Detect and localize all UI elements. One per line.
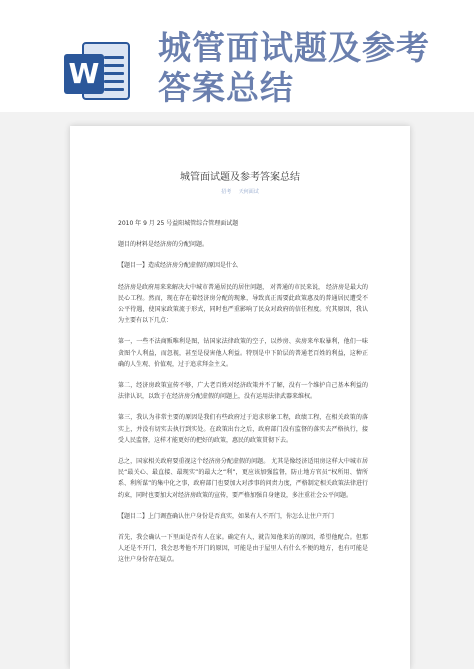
paragraph: 题目的材料是经济房的分配问题。 — [118, 241, 209, 249]
paragraph: 经济房是政府用来来解决大中城市普通居民的居住问题， 对普通的市民来说， 经济房是最大的民心工程。然而，现在存在着经济房分配的现象，导致真正需要此政策惠及的普通居民遭受不公平待遇，使国家政策流于形式，同时也严重影响了民众对政府的信任程度。究其原因，我认为主要有以下几点： — [118, 283, 368, 325]
paragraph: 第三，我认为非常主要的原因是我们有些政府过于追求形象工程，政绩工程，在相关政策的落实上，并没有切实去执行到实处。在政策出台之后，政府部门没有监督的落实去严格执行，接受人民监督，这样才能更好的把好的政策，惠民的政策贯彻下去。 — [118, 414, 368, 444]
page-title — [158, 28, 458, 108]
document-page — [70, 126, 410, 669]
document-body — [118, 218, 368, 576]
subtitle-right: 天何面试 — [238, 189, 259, 195]
subtitle-left: 招考 — [221, 189, 232, 195]
document-title: 城管面试题及参考答案总结 — [180, 172, 300, 183]
document-subtitle — [70, 188, 410, 195]
question-heading: 【题目二】上门调查确认住户身份是否真实，如果有人不开门，你怎么让住户开门 — [118, 512, 335, 520]
paragraph: 总之，国家相关政府要重视这个经济房分配虚假的问题。 尤其是像经济适用房这样大中城市居民“最关心、最直接、最现实”的最大之“利”，更应该加强监督，防止地方官员“权所用、情所系、利所谋”的集中化之事，政府部门也要加大对涉事的问责力度，严格制定相关政策法律进行约束，同时也要加大对经济房政策的宣传，要严格加强自身建设，多注重社会公平问题。 — [118, 458, 368, 499]
page-title-line-1: 城管面试题及参考 — [158, 28, 430, 67]
header-banner — [0, 0, 474, 112]
question-heading: 【题目一】造成经济房分配虚假的原因是什么 — [118, 262, 239, 270]
word-letter-badge: W — [64, 54, 104, 94]
word-icon — [64, 36, 130, 102]
paragraph: 第一，一些不法商贩唯利是图，钻国家法律政策的空子，以炒房、卖房来牟取暴利，他们一味贪图个人利益，而忽视，甚至是侵害他人利益。特别是中下阶层的普通老百姓的利益，这种正确的人生观、价值观，过于追求拜金主义。 — [118, 338, 368, 368]
paragraph: 2010 年 9 月 25 号益阳城管综合管理面试题 — [118, 220, 239, 227]
paragraph: 首先，我会确认一下里面是否有人在家。确定有人，就告知他来访的原因，希望他配合。但那人还是不开门，我会思考他不开门的原因，可能是由于屋里人有什么不便的地方，也有可能是这住户身份存在疑点。 — [118, 534, 368, 564]
page-title-line-2: 答案总结 — [158, 68, 294, 107]
paragraph: 第二，经济房政策宣传不够，广大老百姓对经济政策并不了解，没有一个维护自己基本利益的法律认识，以致于在经济房分配虚假的问题上，没有运用法律武器来维权。 — [118, 382, 368, 401]
